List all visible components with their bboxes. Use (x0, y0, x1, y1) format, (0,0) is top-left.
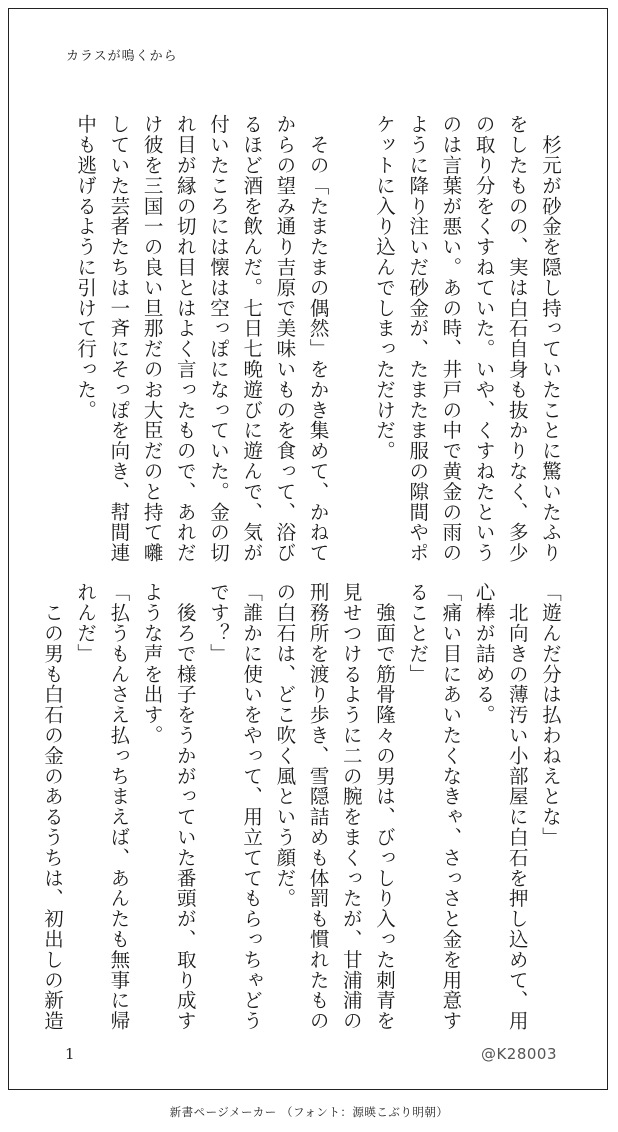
page-frame (8, 8, 608, 1090)
upper-line-4: のは言葉が悪い。あの時、井戸の中で黄金の雨の (439, 114, 463, 563)
lower-line-14: 「払うもんさえ払っちまえば、あんたも無事に帰 (107, 582, 131, 1031)
upper-line-5: ように降り注いだ砂金が、たまたま服の隙間やポ (406, 114, 430, 563)
lower-line-12: 後ろで様子をうかがっていた番頭が、取り成す (173, 582, 197, 1031)
upper-line-11: 付いたころには懐は空っぽになっていた。金の切 (206, 114, 230, 563)
upper-line-12: れ目が縁の切れ目とはよく言ったもので、あれだ (173, 114, 197, 563)
upper-line-9: からの望み通り吉原で美味いものを食って、浴び (273, 114, 297, 563)
author-handle: @K28003 (480, 1045, 557, 1063)
upper-paragraph-break (335, 114, 368, 534)
lower-line-10: 「誰かに使いをやって、用立ててもらっちゃどう (240, 582, 264, 1031)
upper-line-13: け彼を三国一の良い旦那だのお大臣だのと持て囃 (140, 114, 164, 563)
lower-line-11: です？」 (206, 582, 230, 664)
upper-line-15: 中も逃げるように引けて行った。 (74, 114, 98, 420)
upper-line-8: その「たまたまの偶然」をかき集めて、かねて (306, 114, 330, 563)
page-number: 1 (65, 1045, 75, 1063)
running-head-title: カラスが鳴くから (66, 49, 178, 64)
lower-line-4: 「痛い目にあいたくなきゃ、さっさと金を用意す (439, 582, 463, 1031)
upper-line-3: の取り分をくすねていた。いや、くすねたという (472, 114, 496, 563)
upper-line-6: ケットに入り込んでしまっただけだ。 (372, 114, 396, 461)
lower-text-block (40, 582, 567, 1031)
lower-line-8: 刑務所を渡り歩き、雪隠詰めも体罰も慣れたもの (306, 582, 330, 1031)
lower-line-3: 心棒が詰める。 (472, 582, 496, 725)
lower-line-13: ような声を出す。 (140, 582, 164, 746)
lower-line-1: 「遊んだ分は払わねえとな」 (539, 582, 562, 848)
lower-line-7: 見せつけるように二の腕をまくったが、甘浦浦の (339, 582, 363, 1031)
lower-line-15: れんだ」 (74, 582, 98, 664)
lower-line-2: 北向きの薄汚い小部屋に白石を押し込めて、用 (505, 582, 529, 1031)
lower-line-16: この男も白石の金のあるうちは、初出しの新造 (40, 582, 64, 1031)
upper-text-block (57, 114, 567, 563)
upper-line-2: をしたものの、実は白石自身も抜かりなく、多少 (505, 114, 529, 563)
footer-credit: 新書ページメーカー （フォント：源暎こぶり明朝） (169, 1105, 449, 1119)
upper-line-1: 杉元が砂金を隠し持っていたことに驚いたふり (539, 114, 562, 563)
lower-line-6: 強面で筋骨隆々の男は、びっしり入った刺青を (372, 582, 396, 1031)
upper-line-14: していた芸者たちは一斉にそっぽを向き、幇間連 (107, 114, 131, 563)
lower-line-9: の白石は、どこ吹く風という顔だ。 (273, 582, 297, 909)
upper-line-10: るほど酒を飲んだ。七日七晩遊びに遊んで、気が (240, 114, 264, 563)
lower-line-5: ることだ」 (406, 582, 430, 684)
